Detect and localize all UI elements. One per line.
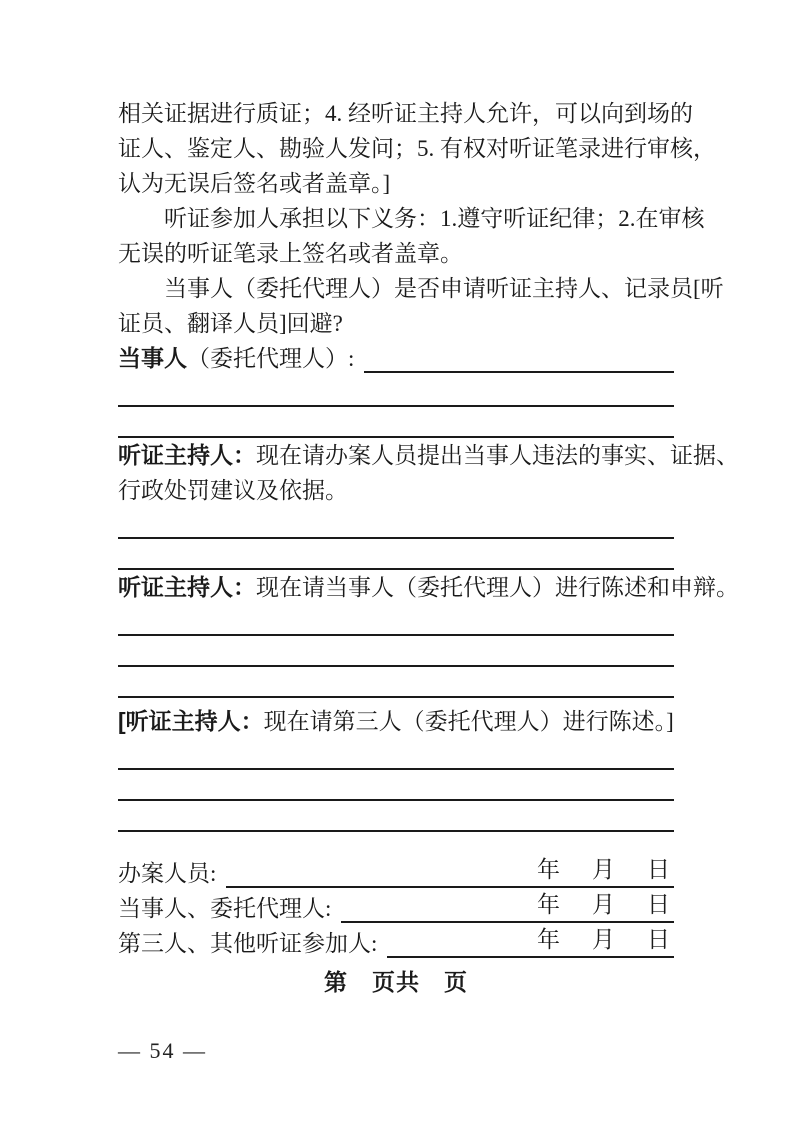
- host-prompt-2-label: 听证主持人：: [118, 574, 256, 600]
- signature-row-party-agent: [118, 891, 674, 926]
- host-prompt-3-text: 现在请第三人（委托代理人）进行陈述。]: [263, 709, 674, 734]
- date-year-label: 年: [537, 892, 560, 917]
- host-prompt-1-line-1: [118, 438, 739, 473]
- blank-fill-line: [118, 407, 674, 438]
- blank-fill-line: [118, 605, 674, 636]
- blank-fill-line: [118, 539, 674, 570]
- paragraph-line: 无误的听证笔录上签名或者盖章。: [118, 241, 463, 266]
- host-prompt-3-line: [118, 704, 674, 739]
- date-year-label: 年: [537, 857, 560, 882]
- blank-fill-line: [118, 801, 674, 832]
- page-number: — 54 —: [118, 1038, 207, 1063]
- host-prompt-1-text: 现在请办案人员提出当事人违法的事实、证据、: [256, 443, 739, 468]
- paragraph-line: 听证参加人承担以下义务：1.遵守听证纪律；2.在审核: [164, 206, 705, 231]
- signature-block: [118, 856, 674, 961]
- page-content: [118, 96, 739, 1000]
- party-label: 当事人: [118, 345, 187, 371]
- party-fill-line: [364, 341, 674, 373]
- paragraph-line: 证人、鉴定人、勘验人发问；5. 有权对听证笔录进行审核，: [118, 136, 716, 161]
- blank-fill-line: [118, 739, 674, 770]
- blank-fill-line: [118, 508, 674, 539]
- paragraph-line: 认为无误后签名或者盖章。]: [118, 171, 391, 196]
- signature-fill-line: [387, 926, 674, 958]
- signature-fill-line: [226, 856, 674, 888]
- paragraph-line: 相关证据进行质证；4. 经听证主持人允许，可以向到场的: [118, 101, 693, 126]
- signature-fill-line: [341, 891, 674, 923]
- host-prompt-1-label: 听证主持人：: [118, 442, 256, 468]
- page-count-footer: 第 页共 页: [324, 969, 468, 995]
- date-month-label: 月: [592, 892, 615, 917]
- date-day-label: 日: [647, 927, 670, 952]
- signature-label: 办案人员:: [118, 861, 217, 886]
- date-month-label: 月: [592, 857, 615, 882]
- date-day-label: 日: [647, 892, 670, 917]
- blank-fill-line: [118, 770, 674, 801]
- party-fill-row: [118, 341, 674, 376]
- blank-fill-line: [118, 376, 674, 407]
- paragraph-line: 当事人（委托代理人）是否申请听证主持人、记录员[听: [164, 276, 724, 301]
- date-year-label: 年: [537, 927, 560, 952]
- paragraph-line: 证员、翻译人员]回避?: [118, 311, 343, 336]
- blank-fill-line: [118, 636, 674, 667]
- host-prompt-2-text: 现在请当事人（委托代理人）进行陈述和申辩。: [256, 575, 739, 600]
- blank-fill-line: [118, 667, 674, 698]
- signature-row-third-party: [118, 926, 674, 961]
- party-label-suffix: （委托代理人）:: [187, 346, 355, 371]
- signature-label: 当事人、委托代理人:: [118, 896, 332, 921]
- host-prompt-2-line: [118, 570, 739, 605]
- date-month-label: 月: [592, 927, 615, 952]
- host-prompt-3-label: [听证主持人：: [118, 708, 264, 734]
- signature-row-case-handlers: [118, 856, 674, 891]
- host-prompt-1-line-2: 行政处罚建议及依据。: [118, 478, 348, 503]
- signature-label: 第三人、其他听证参加人:: [118, 931, 378, 956]
- date-day-label: 日: [647, 857, 670, 882]
